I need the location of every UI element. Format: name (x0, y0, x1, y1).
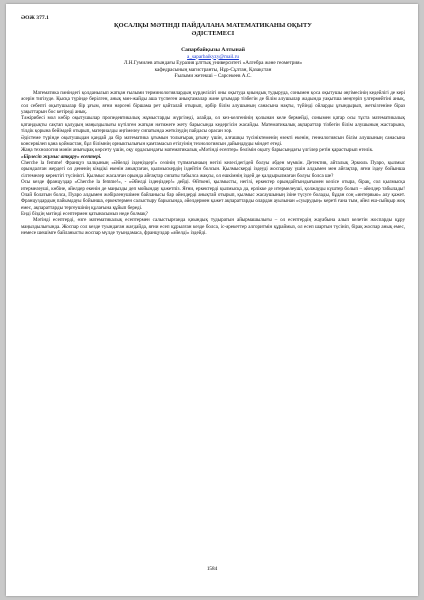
section-heading: «Бірлесіп жұмыс атқару» есептері. (21, 153, 102, 160)
body-paragraph: Жаңа технология мәнін анығырақ көрсету үшін, оқу ордасындағы математикалық «Мәтінді есептер» бөлімін оқыту барысындағы үлгілер ретін қарастырып өтелік. (21, 147, 374, 154)
body-paragraph: Математика пәніндегі қолданылып жатқан ғылыми терминологиялардың күрделілігі оны оқытуда қиындық тудыруда, сонымен қоса оқытушы әңгімесінің кедейлігі де кері әсерін тигізуде. Қысқа түрінде берілген, анық мән-жайды аша түспеген анықтамалар және ұғымдар тізбегін де білім алушылар жадында уақытша меңгеріп үлгермейтіні анық, сол себепті оқытушылар бір ұғым, яғни нәрсені біршама рет қайталай отырып, әрбір білім алушының санасына нақты, түйінді ойларды ұғындырып, жеткізгеніне біраз уақыттарын бос кетіреді анық. (21, 89, 405, 116)
page-content (21, 15, 405, 237)
author-email-link[interactable]: a_saparbaikyzy@mail.ru (187, 53, 239, 60)
page-number: 1584 (206, 566, 218, 572)
article-body (21, 90, 405, 237)
body-paragraph: Тәжірибесі мол көбір оқытушылар пропедевтикалық жұмыстарды жүргізеді, алайда, ол кез-келгенінің қолынан келе бермейді, сонымен қатар осы тұста математикалық қатаңдықты сақтап қалудың маңыздылығы күтілген жатқан нәтижеге жету барысында кедергісін жасайды. Математикалық ақпараттар тізбегін білім алушының жастарына, тілдік қорына бейімдей отырып, материалды әңгімелеу сипатында жеткізудің пайдасы орасан зор. (21, 115, 405, 135)
body-paragraph: Осы кезде француздар «Cherche la femme!», - «Әйелді іздеңіздер!» дейді. Өйткені, қылмысты, негізі, еркектер орындайтындығымен келісе отыра, бірақ, сол қылмысқа итермелеуші, көбіне, әйелдер екенін де маңызды деп мойындау қажетпіз. Яғни, еркектерді қылмысқа да, ерлікке де итермелеуші, қолжауды күштер болып – әйелдер табылады! Олай болатын болса, Пуаро алдымен жәбірленушімен байланысы бар әйелдерді анықтай отырып, қылмыс жасаушының ізіне түсуге болады, бұдан соң «интервью» алу қажет. Француздардың пайымдауы бойынша, еркектермен салыстыру барысында, әйелдермен қажет ақпараттарды олардан ауызынан «суырудың» кереті ғана тым, әйел еш-сыйқыр жоқ емес, ақпараттарды тергеушінің құлағына құйып береді. (21, 179, 405, 211)
supervisor-line: Ғылыми жетекші – Сарсекеев А.С. (174, 73, 252, 80)
affiliation-line-1: Л.Н.Гумилев атындағы Еуразия ұлттық университеті «Алгебра және геометрия» (123, 60, 303, 67)
title-line-1: ҚОСАЛҚЫ МӘТІНДІ ПАЙДАЛАНА МАТЕМАТИКАНЫ ОҚЫТУ (114, 22, 312, 29)
body-paragraph: Cherche la femme! Француз халқының «Әйелді іздеңіздер!» сөзінің түпмағынаың негізі келесідегідей болуы әбден мүмкін. Детектив, айталық Эркюль Пуаро, қылмыс орындалған жердегі ол дененің кімдікі екенін анықтаған, қылмыскердің іздейтін болсын. Қылмыскерді іздеуді жоспарлау үшін алдымен мен айғақтар, яғни іздеу бойынша сілтемелер керектігі түсінікті. Қылмыс жасалған орында айғақтар сипаты табылса жақсы, ол ешкімнің іздей де қалдырылмаған болуы болса ше? (21, 160, 405, 179)
affiliation-line-2: кафедрасының магистранты, Нұр-Сұлтан, Қазақстан (154, 66, 272, 73)
udk-code: ӘОЖ 377.1 (21, 15, 49, 21)
body-paragraph: Әдістеме түрінде оқытушыдан қандай да бір математика ұғымын толығырақ ұғыну үшін, алғашқы түсініктеменің өзекті екенін, генеалогиясын білім алушының санасына консервілеп қана қоймастан, бұл білімнің орныктылығын қамтамасыз етілуінің технологиясын дайындауды міндет етеді. (21, 134, 405, 147)
author-name: Сапарбайқызы Алтынай (181, 47, 245, 53)
article-title (21, 22, 405, 37)
title-line-2: ӘДІСТЕМЕСІ (191, 29, 235, 37)
document-page (6, 4, 418, 596)
body-paragraph: Мәтінді есептерді, өзге математикалық есептермен салыстырғанда қиындық тудыратын айырмашылығы – ол есептердің жауабына алып келетін жоспарды құру маңыздылығында. Жоспар сол кезде туындаған жағдайда, яғни есеп құрылған кезде болса, іс-әрекеттер алгоритмін құраймыз, ол есеп шартын түсініп, бірақ жоспар анық емес, немесе шешімге байланысты жоспар мүлде туындамаса, француздар «әйелді» іздейді. (21, 217, 405, 237)
body-paragraph: Енді біздің мәтінді есептермен қатынасымыз неде болмақ? (21, 211, 148, 218)
author-block (21, 47, 405, 80)
